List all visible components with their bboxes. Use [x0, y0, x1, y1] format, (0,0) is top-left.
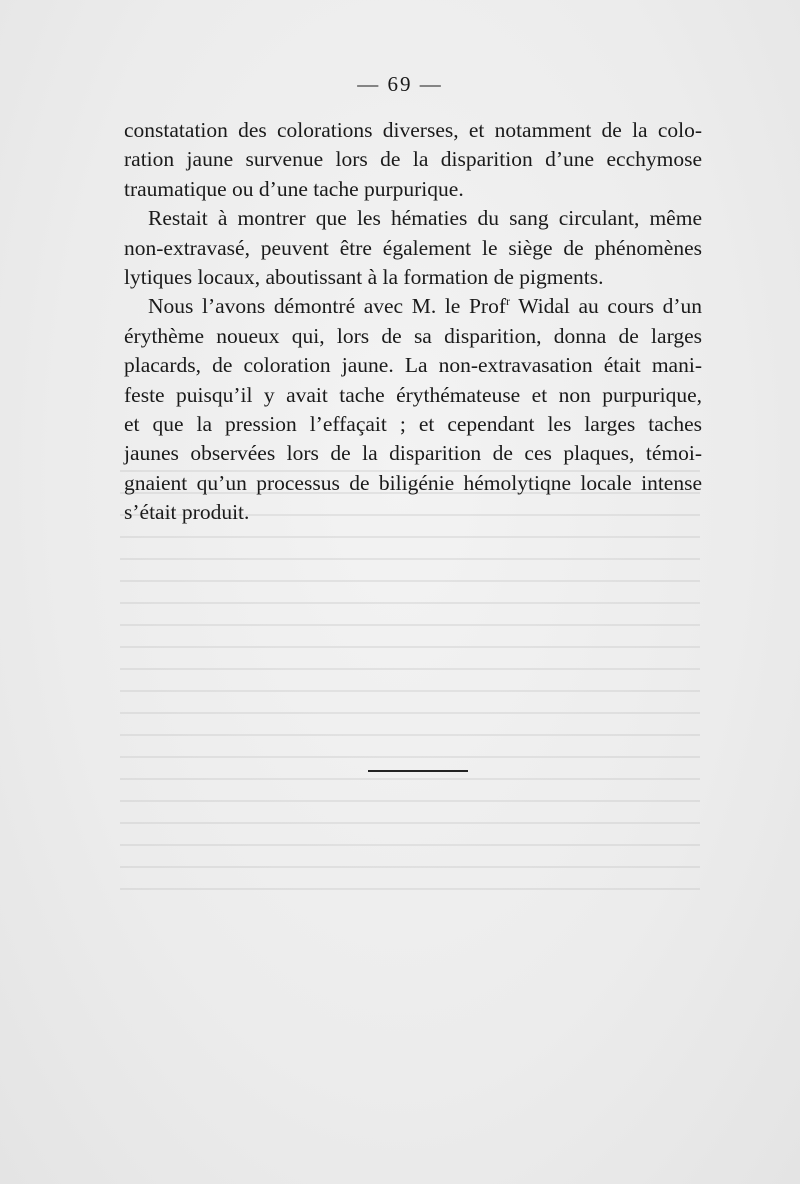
paragraph-2: [124, 204, 702, 292]
text-fragment: Widal au cours d’un: [509, 294, 702, 319]
text-line: non-extravasé, peuvent être également le siège de phénomènes: [124, 235, 702, 260]
paragraph-3: [124, 292, 702, 527]
text-line: ration jaune survenue lors de la disparition d’une ecchymose: [124, 147, 702, 172]
text-line: s’était produit.: [124, 500, 250, 525]
paragraph-1: [124, 116, 702, 204]
text-line: Restait à montrer que les hématies du sang circulant, même: [148, 206, 702, 231]
text-fragment: Nous l’avons démontré avec M. le Prof: [148, 294, 506, 319]
body-text: [124, 116, 702, 528]
text-line: érythème noueux qui, lors de sa disparition, donna de larges: [124, 323, 702, 348]
text-line: jaunes observées lors de la disparition de ces plaques, témoi-: [124, 441, 702, 466]
section-end-rule: [368, 770, 468, 772]
page-number: — 69 —: [357, 72, 443, 96]
text-line-with-superscript: [124, 292, 702, 321]
text-line: et que la pression l’effaçait ; et cependant les larges taches: [124, 412, 702, 437]
text-line: constatation des colorations diverses, et notamment de la colo-: [124, 118, 702, 142]
text-line: feste puisqu’il y avait tache érythémateuse et non purpurique,: [124, 382, 702, 407]
text-line: traumatique ou d’une tache purpurique.: [124, 176, 464, 201]
text-line: placards, de coloration jaune. La non-extravasation était mani-: [124, 353, 702, 378]
text-line: lytiques locaux, aboutissant à la formation de pigments.: [124, 265, 604, 290]
text-line: gnaient qu’un processus de biligénie hémolytiqne locale intense: [124, 470, 702, 495]
superscript: r: [505, 294, 510, 309]
